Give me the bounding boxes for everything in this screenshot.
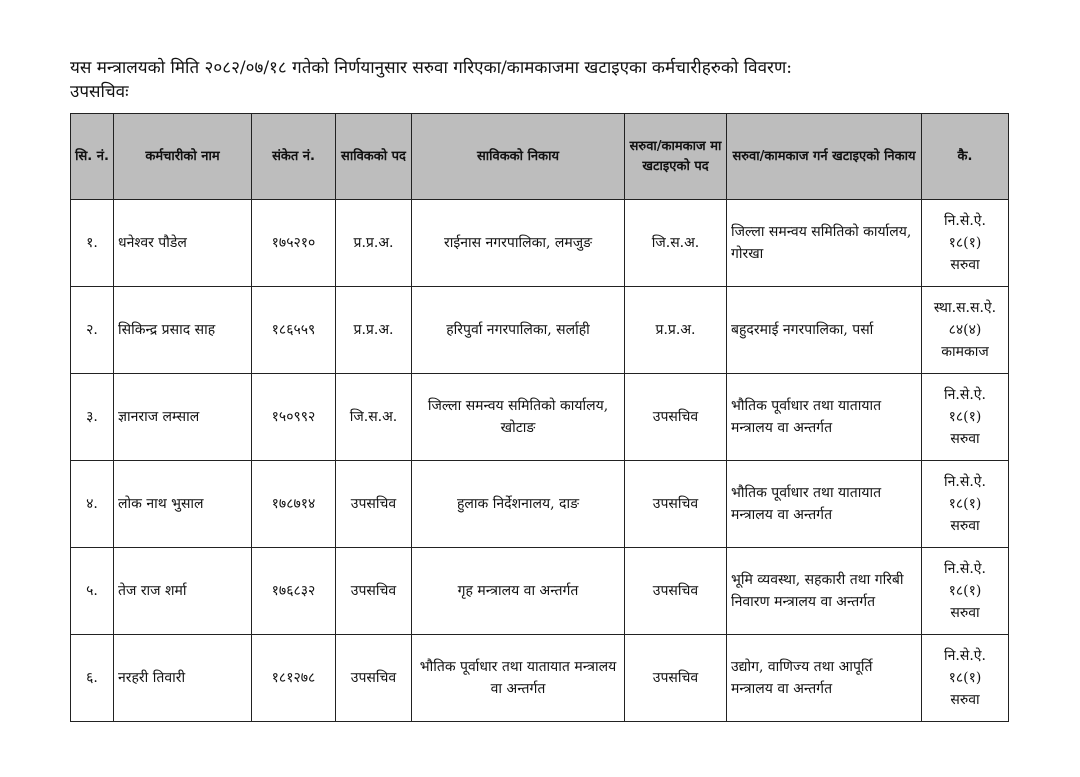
document-heading (70, 56, 1030, 104)
row-new-office: उद्योग, वाणिज्य तथा आपूर्ति मन्त्रालय वा अन्तर्गत (727, 635, 922, 722)
remark-line: नि.से.ऐ. (944, 213, 986, 229)
row-code: १७६८३२ (252, 548, 336, 635)
employee-transfer-table (70, 113, 1009, 722)
remark-line: स्था.स.स.ऐ. (933, 300, 997, 316)
remark-line: सरुवा (950, 257, 980, 273)
remark-line: १८(१) (948, 583, 982, 599)
header-old-office: साविकको निकाय (412, 114, 625, 200)
header-new-office: सरुवा/कामकाज गर्न खटाइएको निकाय (727, 114, 922, 200)
row-remark (922, 200, 1009, 287)
remark-line: कामकाज (941, 344, 989, 360)
row-employee-name: धनेश्वर पौडेल (114, 200, 252, 287)
header-remark: कै. (922, 114, 1009, 200)
row-new-office: भूमि व्यवस्था, सहकारी तथा गरिबी निवारण मन्त्रालय वा अन्तर्गत (727, 548, 922, 635)
row-new-post: उपसचिव (625, 374, 727, 461)
remark-line: नि.से.ऐ. (944, 387, 986, 403)
row-old-post: उपसचिव (336, 461, 412, 548)
remark-line: सरुवा (950, 431, 980, 447)
row-old-office: हरिपुर्वा नगरपालिका, सर्लाही (412, 287, 625, 374)
remark-line: नि.से.ऐ. (944, 474, 986, 490)
row-remark (922, 287, 1009, 374)
row-employee-name: सिकिन्द्र प्रसाद साह (114, 287, 252, 374)
row-new-post: प्र.प्र.अ. (625, 287, 727, 374)
row-serial: ५. (71, 548, 114, 635)
row-code: १८६५५९ (252, 287, 336, 374)
row-old-post: जि.स.अ. (336, 374, 412, 461)
row-old-post: उपसचिव (336, 548, 412, 635)
table-row (71, 461, 1009, 548)
row-code: १५०९९२ (252, 374, 336, 461)
row-employee-name: नरहरी तिवारी (114, 635, 252, 722)
table-row (71, 635, 1009, 722)
row-old-office: जिल्ला समन्वय समितिको कार्यालय, खोटाङ (412, 374, 625, 461)
row-new-post: उपसचिव (625, 461, 727, 548)
heading-title: यस मन्त्रालयको मिति २०८२/०७/१८ गतेको निर्णयानुसार सरुवा गरिएका/कामकाजमा खटाइएका कर्मचारीहरुको विवरण: (70, 58, 793, 78)
header-new-post: सरुवा/कामकाज मा खटाइएको पद (625, 114, 727, 200)
row-new-office: भौतिक पूर्वाधार तथा यातायात मन्त्रालय वा अन्तर्गत (727, 461, 922, 548)
row-new-post: जि.स.अ. (625, 200, 727, 287)
row-employee-name: तेज राज शर्मा (114, 548, 252, 635)
row-old-post: प्र.प्र.अ. (336, 200, 412, 287)
row-serial: ३. (71, 374, 114, 461)
header-code: संकेत नं. (252, 114, 336, 200)
row-code: १७८७१४ (252, 461, 336, 548)
remark-line: ८४(४) (948, 322, 982, 338)
remark-line: नि.से.ऐ. (944, 648, 986, 664)
row-code: १७५२१० (252, 200, 336, 287)
header-old-post: साविकको पद (336, 114, 412, 200)
row-new-post: उपसचिव (625, 548, 727, 635)
header-serial: सि. नं. (71, 114, 114, 200)
row-old-post: उपसचिव (336, 635, 412, 722)
row-serial: ४. (71, 461, 114, 548)
heading-subtitle: उपसचिवः (70, 82, 129, 102)
table-header-row (71, 114, 1009, 200)
row-remark (922, 374, 1009, 461)
table-row (71, 200, 1009, 287)
row-remark (922, 548, 1009, 635)
row-serial: ६. (71, 635, 114, 722)
remark-line: १८(१) (948, 670, 982, 686)
row-new-post: उपसचिव (625, 635, 727, 722)
row-new-office: जिल्ला समन्वय समितिको कार्यालय, गोरखा (727, 200, 922, 287)
remark-line: सरुवा (950, 692, 980, 708)
row-old-office: हुलाक निर्देशनालय, दाङ (412, 461, 625, 548)
table-row (71, 548, 1009, 635)
row-old-office: राईनास नगरपालिका, लमजुङ (412, 200, 625, 287)
table-row (71, 374, 1009, 461)
row-remark (922, 635, 1009, 722)
row-serial: २. (71, 287, 114, 374)
table-row (71, 287, 1009, 374)
row-code: १८१२७८ (252, 635, 336, 722)
row-employee-name: ज्ञानराज लम्साल (114, 374, 252, 461)
row-old-office: गृह मन्त्रालय वा अन्तर्गत (412, 548, 625, 635)
row-new-office: भौतिक पूर्वाधार तथा यातायात मन्त्रालय वा अन्तर्गत (727, 374, 922, 461)
row-serial: १. (71, 200, 114, 287)
remark-line: नि.से.ऐ. (944, 561, 986, 577)
remark-line: १८(१) (948, 496, 982, 512)
row-old-office: भौतिक पूर्वाधार तथा यातायात मन्त्रालय वा अन्तर्गत (412, 635, 625, 722)
row-old-post: प्र.प्र.अ. (336, 287, 412, 374)
row-new-office: बहुदरमाई नगरपालिका, पर्सा (727, 287, 922, 374)
remark-line: १८(१) (948, 235, 982, 251)
row-remark (922, 461, 1009, 548)
header-employee-name: कर्मचारीको नाम (114, 114, 252, 200)
row-employee-name: लोक नाथ भुसाल (114, 461, 252, 548)
remark-line: सरुवा (950, 518, 980, 534)
remark-line: सरुवा (950, 605, 980, 621)
remark-line: १८(१) (948, 409, 982, 425)
